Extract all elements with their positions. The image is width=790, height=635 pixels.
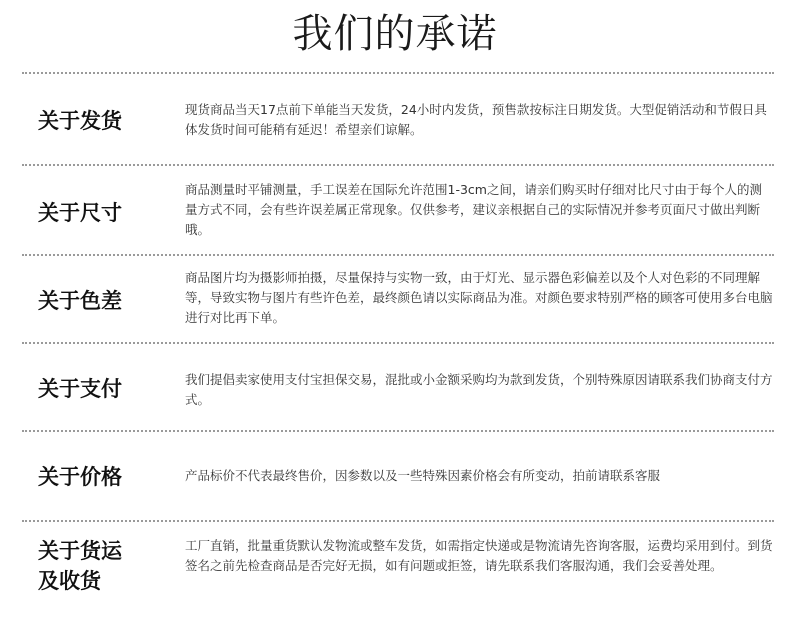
section-text-payment: 我们提倡卖家使用支付宝担保交易，混批或小金额采购均为款到发货，个别特殊原因请联系我们协商支付方式。 (185, 372, 773, 407)
section-shipping (22, 74, 774, 164)
section-text-size: 商品测量时平铺测量，手工误差在国际允许范围1-3cm之间，请亲们购买时仔细对比尺寸由于每个人的测量方式不同，会有些许误差属正常现象。仅供参考，建议亲根据自己的实际情况并参考页面尺寸做出判断哦。 (185, 182, 762, 237)
section-size (22, 166, 774, 254)
section-label-size: 关于尺寸 (38, 201, 122, 225)
section-label-price: 关于价格 (38, 465, 122, 489)
section-price (22, 432, 774, 520)
section-color (22, 256, 774, 342)
section-text-shipping: 现货商品当天17点前下单能当天发货，24小时内发货，预售款按标注日期发货。大型促销活动和节假日具体发货时间可能稍有延迟！希望亲们谅解。 (185, 102, 767, 137)
section-text-color: 商品图片均为摄影师拍摄，尽量保持与实物一致，由于灯光、显示器色彩偏差以及个人对色彩的不同理解等，导致实物与图片有些许色差，最终颜色请以实际商品为准。对颜色要求特别严格的顾客可使用多台电脑进行对比再下单。 (185, 270, 773, 325)
section-text-price: 产品标价不代表最终售价，因参数以及一些特殊因素价格会有所变动，拍前请联系客服 (185, 468, 661, 483)
section-label-payment: 关于支付 (38, 377, 122, 401)
section-text-freight: 工厂直销，批量重货默认发物流或整车发货，如需指定快递或是物流请先咨询客服，运费均采用到付。到货签名之前先检查商品是否完好无损，如有问题或拒签，请先联系我们客服沟通，我们会妥善处理。 (185, 538, 773, 573)
section-label-freight: 关于货运 及收货 (38, 539, 122, 593)
section-freight (22, 522, 774, 632)
section-label-color: 关于色差 (38, 289, 122, 313)
section-payment (22, 344, 774, 430)
page-title: 我们的承诺 (292, 11, 498, 57)
section-label-shipping: 关于发货 (38, 109, 122, 133)
